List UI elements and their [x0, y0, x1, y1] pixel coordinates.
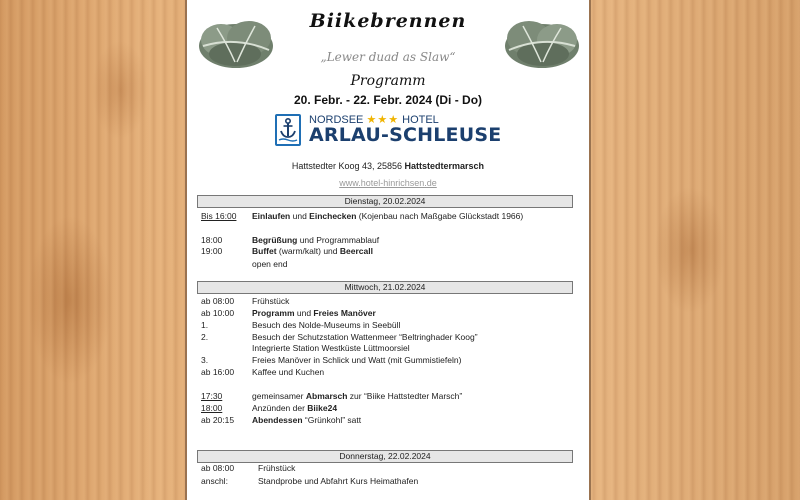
schedule-row: 1. Besuch des Nolde-Museums in Seebüll [201, 320, 401, 330]
logo-tagline: NORDSEE ★★★ HOTEL [309, 114, 439, 126]
page-title: Biikebrennen [309, 10, 467, 32]
schedule-row: 19:00 Buffet (warm/kalt) und Beercall [201, 246, 373, 256]
hotel-logo [275, 113, 515, 149]
logo-name: ARLAU-SCHLEUSE [309, 124, 502, 146]
schedule-row: ab 20:15 Abendessen “Grünkohl” satt [201, 415, 362, 425]
motto: „Lewer duad as Slaw“ [320, 50, 456, 64]
schedule-row: 18:00 Anzünden der Biike24 [201, 403, 338, 413]
website-link[interactable]: www.hotel-hinrichsen.de [339, 178, 437, 188]
day-heading-thursday: Donnerstag, 22.02.2024 [197, 450, 573, 463]
schedule-row: 17:30 gemeinsamer Abmarsch zur “Biike Hattstedter Marsch” [201, 391, 463, 401]
event-dates: 20. Febr. - 22. Febr. 2024 (Di - Do) [293, 93, 483, 107]
schedule-row: ab 16:00 Kaffee und Kuchen [201, 367, 325, 377]
schedule-row: ab 10:00 Programm und Freies Manöver [201, 308, 376, 318]
schedule-row: 3. Freies Manöver in Schlick und Watt (mit Gummistiefeln) [201, 355, 462, 365]
day-heading-tuesday: Dienstag, 20.02.2024 [197, 195, 573, 208]
hotel-address: Hattstedter Koog 43, 25856 Hattstedtermarsch [291, 161, 485, 171]
day-heading-wednesday: Mittwoch, 21.02.2024 [197, 281, 573, 294]
schedule-row: 2. Besuch der Schutzstation Wattenmeer “Beltringhader Koog” [201, 332, 478, 342]
schedule-row: Bis 16:00 Einlaufen und Einchecken (Kojenbau nach Maßgabe Glückstadt 1966) [201, 211, 524, 221]
schedule-row: 18:00 Begrüßung und Programmablauf [201, 235, 380, 245]
schedule-row: ab 08:00 Frühstück [201, 463, 296, 473]
schedule-row: ab 08:00 Frühstück [201, 296, 290, 306]
program-document [185, 0, 591, 500]
stars-icon: ★★★ [366, 114, 400, 126]
program-subtitle: Programm [350, 73, 426, 89]
anchor-icon [275, 114, 301, 146]
schedule-row: Integrierte Station Westküste Lüttmoorsiel [252, 343, 410, 353]
schedule-row: open end [252, 259, 288, 269]
schedule-row: anschl: Standprobe und Abfahrt Kurs Heimathafen [201, 476, 419, 486]
